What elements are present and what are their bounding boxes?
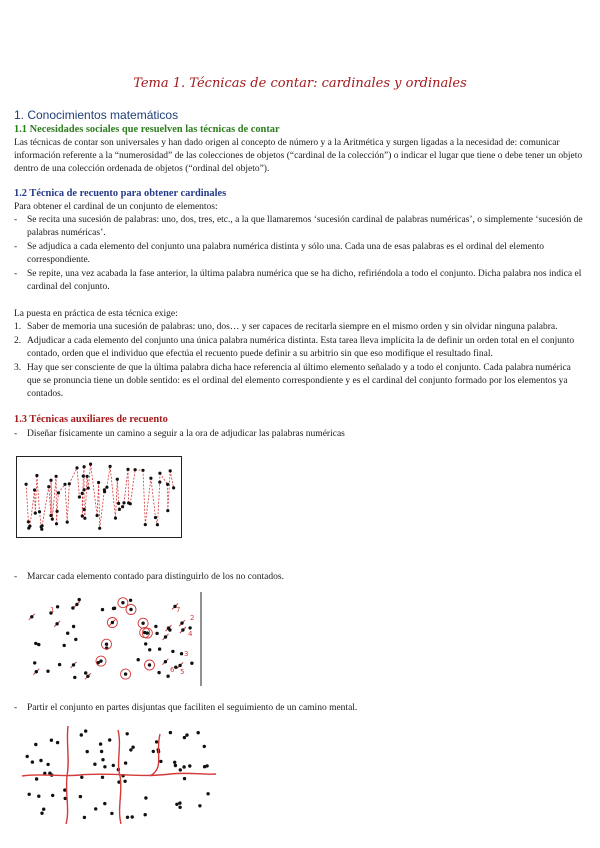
set-element-dot xyxy=(164,660,167,663)
set-element-dot xyxy=(117,502,120,505)
set-element-dot xyxy=(89,463,92,466)
set-element-dot xyxy=(38,510,41,513)
set-element-dot xyxy=(146,631,149,634)
set-element-dot xyxy=(96,514,99,517)
set-element-dot xyxy=(121,601,124,604)
set-element-dot xyxy=(116,478,119,481)
set-element-dot xyxy=(56,741,59,744)
set-element-dot xyxy=(173,761,176,764)
figure-partition-diagram xyxy=(20,724,216,824)
set-element-dot xyxy=(47,485,50,488)
bullet-marker: - xyxy=(14,215,18,225)
set-element-dot xyxy=(87,487,90,490)
set-element-dot xyxy=(144,642,147,645)
set-element-dot xyxy=(148,663,151,666)
set-element-dot xyxy=(154,625,157,628)
set-element-dot xyxy=(105,486,108,489)
paragraph-counting-techniques: Las técnicas de contar son universales y han dado origen al concepto de número y a la Aritmética y surgen ligadas a la necesidad de: comunicar información referente a la “numerosidad” de las colecciones de objetos (“cardinal de la colección”) o indicar el lugar que tiene o debe tener un objeto dentro de una colección ordenada de objetos (“ordinal del objeto”). xyxy=(14,138,583,174)
set-element-dot xyxy=(63,483,66,486)
set-element-dot xyxy=(109,465,112,468)
set-element-dot xyxy=(81,492,84,495)
list-item xyxy=(14,428,586,441)
section-heading-1: 1. Conocimientos matemáticos xyxy=(14,108,179,122)
set-element-dot xyxy=(68,482,71,485)
set-element-dot xyxy=(35,777,38,780)
set-element-dot xyxy=(174,666,177,669)
set-element-dot xyxy=(80,776,83,779)
set-element-dot xyxy=(79,795,82,798)
requirement-text: Adjudicar a cada elemento del conjunto una única palabra numérica distinta. Esta tarea lleva implícita la de definir un orden total en el conjunto contado, orden que el individuo que efectúa el recuento puede definir a su arbitrio sin que eso modifique el resultado final. xyxy=(27,336,575,359)
set-element-dot xyxy=(55,475,58,478)
set-element-dot xyxy=(56,605,59,608)
set-element-dot xyxy=(35,670,38,673)
set-element-dot xyxy=(73,676,76,679)
mark-number: 4 xyxy=(188,630,193,638)
set-element-dot xyxy=(114,517,117,520)
list-item xyxy=(14,702,586,715)
set-element-dot xyxy=(178,801,181,804)
recount-intro: Para obtener el cardinal de un conjunto de elementos: xyxy=(14,202,218,212)
set-element-dot xyxy=(101,776,104,779)
set-element-dot xyxy=(126,732,129,735)
set-element-dot xyxy=(27,520,30,523)
set-element-dot xyxy=(25,483,28,486)
set-element-dot xyxy=(101,758,104,761)
mark-number: 5 xyxy=(180,668,185,676)
set-element-dot xyxy=(169,469,172,472)
page-title: Tema 1. Técnicas de contar: cardinales y ordinales xyxy=(133,76,467,91)
set-element-dot xyxy=(121,505,124,508)
set-element-dot xyxy=(72,625,75,628)
set-element-dot xyxy=(158,647,161,650)
set-element-dot xyxy=(86,750,89,753)
set-element-dot xyxy=(137,658,140,661)
set-element-dot xyxy=(50,739,53,742)
set-element-dot xyxy=(185,733,188,736)
set-element-dot xyxy=(86,475,89,478)
partition-line xyxy=(150,734,160,776)
set-element-dot xyxy=(98,527,101,530)
set-element-dot xyxy=(49,514,52,517)
set-element-dot xyxy=(101,608,104,611)
set-element-dot xyxy=(190,662,193,665)
set-element-dot xyxy=(179,768,182,771)
set-element-dot xyxy=(155,632,158,635)
set-element-dot xyxy=(111,621,114,624)
set-element-dot xyxy=(166,509,169,512)
set-element-dot xyxy=(123,780,126,783)
technique-text: Diseñar físicamente un camino a seguir a la ora de adjudicar las palabras numéricas xyxy=(27,429,345,439)
bullet-marker: - xyxy=(14,572,18,582)
bullet-marker: - xyxy=(14,269,18,279)
set-element-dot xyxy=(124,761,127,764)
set-element-dot xyxy=(103,802,106,805)
set-element-dot xyxy=(97,481,100,484)
technique-text: Partir el conjunto en partes disjuntas que faciliten el seguimiento de un camino mental. xyxy=(27,703,358,713)
number-marker: 2. xyxy=(14,336,22,346)
set-element-dot xyxy=(141,469,144,472)
set-element-dot xyxy=(103,490,106,493)
bullet-text: Se repite, una vez acabada la fase anterior, la última palabra numérica que se ha dicho, refiriéndola a todo el conjunto. Dicha palabra nos indica el cardinal del conjunto. xyxy=(27,269,582,292)
set-element-dot xyxy=(35,474,38,477)
set-element-dot xyxy=(129,748,132,751)
list-item xyxy=(14,321,586,334)
set-element-dot xyxy=(112,764,115,767)
set-element-dot xyxy=(181,628,184,631)
set-element-dot xyxy=(66,632,69,635)
set-element-dot xyxy=(71,606,74,609)
mark-number: 3 xyxy=(184,650,189,658)
set-element-dot xyxy=(55,622,58,625)
set-element-dot xyxy=(183,777,186,780)
set-element-dot xyxy=(39,759,42,762)
set-element-dot xyxy=(83,517,86,520)
set-element-dot xyxy=(152,750,155,753)
requirement-text: Saber de memoria una sucesión de palabras: uno, dos… y ser capaces de recitarla siempre en el mismo orden y sin olvidar ninguna palabra. xyxy=(27,322,558,332)
number-marker: 1. xyxy=(14,322,22,332)
set-element-dot xyxy=(188,764,191,767)
set-element-dot xyxy=(46,763,49,766)
set-element-dot xyxy=(206,792,209,795)
set-element-dot xyxy=(131,815,134,818)
set-element-dot xyxy=(169,731,172,734)
figure-path-svg xyxy=(16,456,182,538)
set-element-dot xyxy=(94,807,97,810)
set-element-dot xyxy=(141,622,144,625)
set-element-dot xyxy=(182,765,185,768)
list-item xyxy=(14,362,586,401)
set-element-dot xyxy=(166,675,169,678)
set-element-dot xyxy=(108,738,111,741)
set-element-dot xyxy=(31,760,34,763)
set-element-dot xyxy=(84,729,87,732)
set-element-dot xyxy=(66,521,69,524)
bullet-marker: - xyxy=(14,703,18,713)
set-element-dot xyxy=(172,486,175,489)
set-element-dot xyxy=(118,508,121,511)
set-element-dot xyxy=(134,468,137,471)
set-element-dot xyxy=(113,607,116,610)
set-element-dot xyxy=(122,501,125,504)
set-element-dot xyxy=(126,468,129,471)
set-element-dot xyxy=(37,795,40,798)
set-element-dot xyxy=(80,733,83,736)
set-element-dot xyxy=(58,663,61,666)
set-element-dot xyxy=(174,764,177,767)
set-element-dot xyxy=(46,670,49,673)
set-element-dot xyxy=(127,501,130,504)
subsection-heading-1-2: 1.2 Técnica de recuento para obtener cardinales xyxy=(14,188,227,199)
set-element-dot xyxy=(33,488,36,491)
set-element-dot xyxy=(84,671,87,674)
set-element-dot xyxy=(34,743,37,746)
set-element-dot xyxy=(83,816,86,819)
set-element-dot xyxy=(158,481,161,484)
set-element-dot xyxy=(156,523,159,526)
number-marker: 3. xyxy=(14,363,22,373)
bullet-marker: - xyxy=(14,429,18,439)
set-element-dot xyxy=(183,736,186,739)
set-element-dot xyxy=(40,525,43,528)
set-element-dot xyxy=(154,516,157,519)
set-element-dot xyxy=(63,644,66,647)
mark-number: 1 xyxy=(50,606,55,614)
list-item xyxy=(14,214,586,240)
list-item xyxy=(14,268,586,294)
set-element-dot xyxy=(155,740,158,743)
set-element-dot xyxy=(40,812,43,815)
set-element-dot xyxy=(27,527,30,530)
mark-number: 6 xyxy=(170,666,175,674)
set-element-dot xyxy=(49,479,52,482)
set-element-dot xyxy=(203,745,206,748)
set-element-dot xyxy=(131,746,134,749)
set-element-dot xyxy=(83,508,86,511)
subsection-heading-1-3: 1.3 Técnicas auxiliares de recuento xyxy=(14,414,168,425)
set-element-dot xyxy=(198,804,201,807)
set-element-dot xyxy=(105,643,108,646)
set-element-dot xyxy=(103,765,106,768)
set-element-dot xyxy=(171,650,174,653)
set-element-dot xyxy=(129,599,132,602)
set-element-dot xyxy=(56,510,59,513)
list-item xyxy=(14,335,586,361)
figure-partition-svg xyxy=(20,724,216,824)
set-element-dot xyxy=(144,796,147,799)
set-element-dot xyxy=(180,621,183,624)
set-element-dot xyxy=(148,648,151,651)
partition-line xyxy=(118,730,121,824)
set-element-dot xyxy=(34,642,37,645)
set-element-dot xyxy=(28,793,31,796)
mark-number: 7 xyxy=(176,606,181,614)
set-element-dot xyxy=(51,518,54,521)
set-element-dot xyxy=(166,483,169,486)
figure-path-diagram xyxy=(16,456,182,538)
requirement-text: Hay que ser consciente de que la última palabra dicha hace referencia al último elemento señalado y a todo el conjunto. Cada palabra numérica que se pronuncia tiene un doble sentido: es el ordinal del elemento correspondiente y es el cardinal del conjunto formado por los elementos ya contados. xyxy=(27,363,571,399)
figure-marking-diagram xyxy=(20,592,202,686)
set-element-dot xyxy=(82,475,85,478)
mark-number: 2 xyxy=(190,614,195,622)
set-element-dot xyxy=(178,806,181,809)
set-element-dot xyxy=(126,816,129,819)
bullet-marker: - xyxy=(14,242,18,252)
set-element-dot xyxy=(75,603,78,606)
set-element-dot xyxy=(37,643,40,646)
technique-text: Marcar cada elemento contado para distinguirlo de los no contados. xyxy=(27,572,284,582)
set-element-dot xyxy=(178,664,181,667)
set-element-dot xyxy=(78,495,81,498)
set-element-dot xyxy=(205,764,208,767)
set-element-dot xyxy=(55,522,58,525)
set-element-dot xyxy=(26,755,29,758)
set-element-dot xyxy=(144,523,147,526)
set-element-dot xyxy=(164,635,167,638)
set-element-dot xyxy=(86,675,89,678)
subsection-heading-1-1: 1.1 Necesidades sociales que resuelven las técnicas de contar xyxy=(14,124,280,135)
set-element-dot xyxy=(175,803,178,806)
set-element-dot xyxy=(93,763,96,766)
set-element-dot xyxy=(83,488,86,491)
set-element-dot xyxy=(83,465,86,468)
set-element-dot xyxy=(51,794,54,797)
set-element-dot xyxy=(100,750,103,753)
bullet-text: Se adjudica a cada elemento del conjunto una palabra numérica distinta y sólo una. Cada una de esas palabras es el ordinal del elemento correspondiente. xyxy=(27,242,545,265)
list-item xyxy=(14,241,586,267)
set-element-dot xyxy=(180,652,183,655)
figure-marking-svg xyxy=(20,592,202,686)
set-element-dot xyxy=(74,638,77,641)
set-element-dot xyxy=(30,615,33,618)
set-element-dot xyxy=(144,813,147,816)
set-element-dot xyxy=(168,628,171,631)
practice-intro: La puesta en práctica de esta técnica exige: xyxy=(14,309,178,319)
set-element-dot xyxy=(99,742,102,745)
set-element-dot xyxy=(34,512,37,515)
set-element-dot xyxy=(81,514,84,517)
set-element-dot xyxy=(110,812,113,815)
set-element-dot xyxy=(149,477,152,480)
set-element-dot xyxy=(33,661,36,664)
set-element-dot xyxy=(124,672,127,675)
set-element-dot xyxy=(157,671,160,674)
set-element-dot xyxy=(72,663,75,666)
set-element-dot xyxy=(158,472,161,475)
set-element-dot xyxy=(75,466,78,469)
set-element-dot xyxy=(57,491,60,494)
set-element-dot xyxy=(129,608,132,611)
set-element-dot xyxy=(159,760,162,763)
set-element-dot xyxy=(42,808,45,811)
list-item xyxy=(14,571,586,584)
set-element-dot xyxy=(197,731,200,734)
set-element-dot xyxy=(78,598,81,601)
bullet-text: Se recita una sucesión de palabras: uno, dos, tres, etc., a la que llamaremos ‘sucesión cardinal de palabras numéricas’, o simplemente ‘sucesión de palabras numéricas’. xyxy=(27,215,583,238)
